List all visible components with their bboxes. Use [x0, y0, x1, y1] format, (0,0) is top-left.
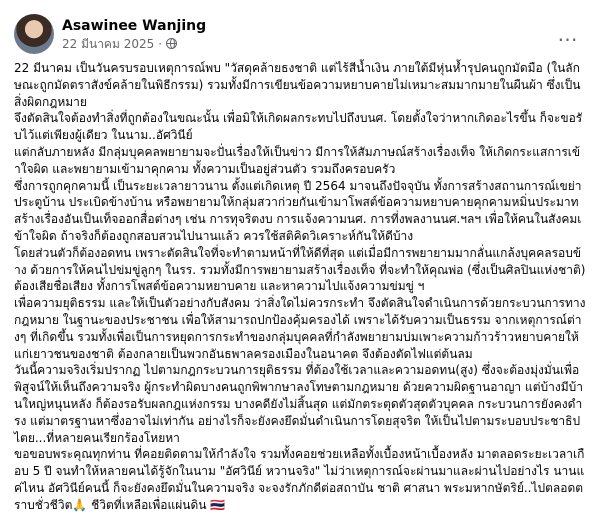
post-date[interactable]: 22 มีนาคม 2025	[62, 36, 155, 51]
avatar[interactable]	[14, 14, 54, 54]
post-header	[14, 14, 586, 54]
globe-icon[interactable]	[166, 38, 177, 49]
post-paragraph: วันนี้ความจริงเริ่มปรากฏ ไปตามกฎกระบวนการยุติธรรม ที่ต้องใช้เวลาและความอดทน(สูง) ซึ่งจะต้องมุ่งมั่นเพื่อพิสูจน์ให้เห็นถึงความจริง ผู้กระทำผิดบางคนถูกพิพากษาลงโทษตามกฎหมาย ด้วยความผิดฐานอาญา แต่บ้างมีบ้านใหญ่หนุนหลัง ก็ต้องรอรับผลกฎแห่งกรรม บางคดียังไม่สิ้นสุด แต่มักตระตุดตัวสุดตัวบุคคล กระบวนการยังคงดำรง แต่มาตรฐานหาซึ่งอาจไม่เท่ากัน อย่างไรก็จะยังคงยึดมั่นดำเนินการโดยสุจริต ให้เป็นไปตามระบอบประชาธิปไตย...ที่หลายคนเรียกร้องโหยหา	[14, 363, 583, 445]
post-paragraph: ซึ่งการถูกคุกคามนี้ เป็นระยะเวลายาวนาน ตั้งแต่เกิดเหตุ ปี 2564 มาจนถึงปัจจุบัน ทั้งการสร้างสถานการณ์เขย่าประตูบ้าน ประเบิดข้างบ้าน หรือพยายามให้กลุ่มสวาก่วยกันเข้ามาโพสต์ข้อความหยาบคายคุกคามหมิ่นประมาท สร้างเรื่องอันเป็นเท็จออกสื่อต่างๆ เช่น การทุจริตงบ การแจ้งความนศ. การที่งพลงานนศ.ฯลฯ เพื่อให้คนในสังคมเข้าใจผิด ถ้าจริงก็ต้องถูกสอบสวนไปนานแล้ว ควรใช้สติคิดวิเคราะห์กันให้ดีบ้าง	[14, 178, 582, 243]
ellipsis-icon: …	[557, 22, 579, 46]
post-body	[14, 60, 586, 514]
meta-separator: ·	[158, 36, 163, 51]
more-options-button[interactable]	[550, 16, 586, 52]
post-header-text	[62, 17, 550, 52]
post-paragraph: เพื่อความยุติธรรม และให้เป็นตัวอย่างกับสังคม ว่าสิ่งใดไม่ควรกระทำ จึงตัดสินใจดำเนินการด้วยกระบวนการทางกฎหมาย ในฐานะของประชาชน เพื่อให้สามารถปกป้องคุ้มครองได้ เพราะได้รับความเป็นธรรม จากเหตุการณ์ต่างๆ ที่เกิดขึ้น รวมทั้งเพื่อเป็นการหยุดการกระทำของกลุ่มบุคคลที่กำลังพยายามบ่มเพาะความก้าวร้าวหยาบคายให้แก่เยาวชนของชาติ ต้องกลายเป็นพวกอันธพาลครองเมืองในอนาคต จึงต้องตัดไฟแต่ต้นลม	[14, 296, 586, 361]
post-paragraph: แต่กลับภายหลัง มีกลุ่มบุคคลพยายามจะปั่นเรื่องให้เป็นข่าว มีการให้สัมภาษณ์สร้างเรื่องเท็จ ให้เกิดกระแสการเข้าใจผิด และพยายามเข้ามาคุกคาม ทั้งความเป็นอยู่ส่วนตัว รวมถึงครอบครัว	[14, 144, 581, 176]
post-paragraph: จึงตัดสินใจต้องทำสิ่งที่ถูกต้องในขณะนั้น เพื่อมิให้เกิดผลกระทบไปถึงบนศ. โดยตั้งใจว่าหากเกิดอะไรขึ้น ก็จะขอรับไว้แต่เพียงผู้เดียว ในนาม..อัศวินีย์	[14, 111, 583, 143]
author-name[interactable]: Asawinee Wanjing	[62, 17, 207, 34]
post-paragraph: ขอขอบพระคุณทุกท่าน ที่คอยติดตามให้กำลังใจ รวมทั้งคอยช่วยเหลือทั้งเบื้องหน้าเบื้องหลัง มาตลอดระยะเวลาเกือบ 5 ปี จนทำให้หลายคนได้รู้จักในนาม "อัศวินีย์ หวานจริง" ไม่ว่าเหตุการณ์จะผ่านมาและผ่านไปอย่างไร นานแค่ไหน อัศวินีย์คนนี้ ก็จะยังคงยึดมั่นในความจริง จะจงรักภักดีต่อสถาบัน ชาติ ศาสนา พระมหากษัตริย์..ไปตลอดตราบชั่วชีวิต🙏 ชีวิตที่เหลือเพื่อแผ่นดิน 🇹🇭	[14, 447, 585, 512]
post-meta	[62, 36, 550, 52]
post-paragraph: โดยส่วนตัวก็ต้องอดทน เพราะตัดสินใจที่จะทำตามหน้าที่ให้ดีที่สุด แต่เมื่อมีการพยายามมากลั่นแกล้งบุคคลรอบข้าง ด้วยการให้คนไปข่มขู่ลูกๆ ในรร. รวมทั้งมีการพยายามสร้างเรื่องเท็จ ที่จะทำให้คุณพ่อ (ซึ่งเป็นศิลปินแห่งชาติ) ต้องเสียชื่อเสียง ทั้งการโพสต์ข้อความหยาบคาย และหาความไปแจ้งความข่มขู่ ฯ	[14, 245, 586, 294]
post-paragraph: 22 มีนาคม เป็นวันครบรอบเหตุการณ์พบ "วัสดุคล้ายธงชาติ แต่ไร้สีน้ำเงิน ภายใต้มีหุ่นห้ำรุปคนถูกมัดมือ (ในลักษณะถูกมัดตราสังข์คล้ายในพิธีกรรม) รวมทั้งมีการเขียนข้อความหยาบคายไม่เหมาะสมมากมายในผืนผ้า ซึ่งเป็นสิ่งผิดกฎหมาย	[14, 61, 581, 109]
